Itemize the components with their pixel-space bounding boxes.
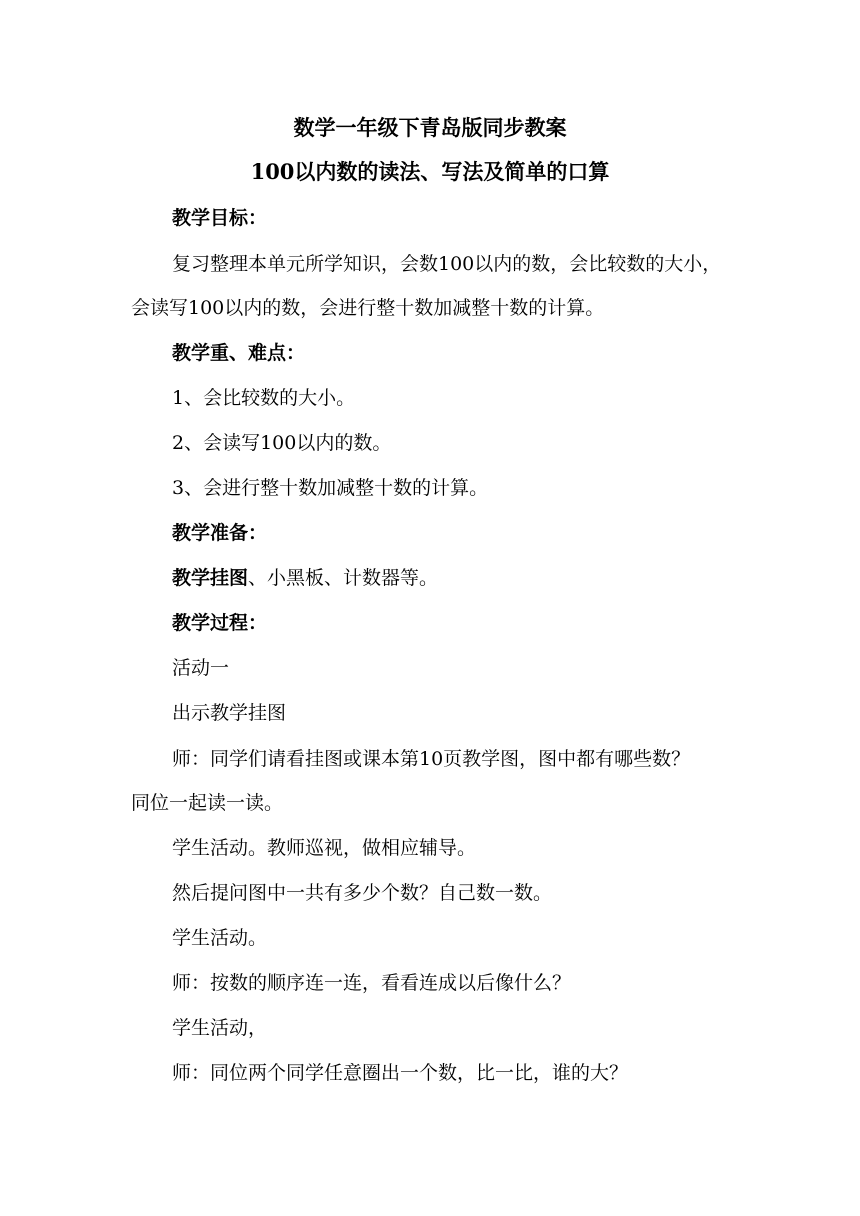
objectives-heading: 教学目标： xyxy=(172,207,268,229)
teacher-1-line-1: 师：同学们请看挂图或课本第10页教学图，图中都有哪些数？ xyxy=(172,748,691,770)
teacher-3: 师：同位两个同学任意圈出一个数，比一比，谁的大？ xyxy=(172,1062,629,1084)
key-point-2: 2、会读写100以内的数。 xyxy=(172,432,392,454)
question-count: 然后提问图中一共有多少个数？自己数一数。 xyxy=(172,882,553,904)
teacher-1-line-2: 同位一起读一读。 xyxy=(131,792,284,814)
preparation-line xyxy=(172,565,438,591)
teacher-2: 师：按数的顺序连一连，看看连成以后像什么？ xyxy=(172,972,572,994)
preparation-heading: 教学准备： xyxy=(172,522,268,544)
activity-1: 活动一 xyxy=(172,657,230,679)
document-subtitle: 100以内数的读法、写法及简单的口算 xyxy=(250,159,610,184)
key-point-3: 3、会进行整十数加减整十数的计算。 xyxy=(172,477,489,499)
key-point-1: 1、会比较数的大小。 xyxy=(172,387,356,409)
student-activity-2: 学生活动。 xyxy=(172,927,268,949)
student-activity-1: 学生活动。教师巡视，做相应辅导。 xyxy=(172,837,477,859)
preparation-rest-text: 、小黑板、计数器等。 xyxy=(248,567,439,589)
key-points-heading: 教学重、难点： xyxy=(172,342,306,364)
objectives-line-2: 会读写100以内的数，会进行整十数加减整十数的计算。 xyxy=(131,297,605,319)
show-chart: 出示教学挂图 xyxy=(172,702,287,724)
preparation-bold-text: 教学挂图 xyxy=(172,567,249,589)
objectives-line-1: 复习整理本单元所学知识，会数100以内的数，会比较数的大小， xyxy=(172,253,722,275)
process-heading: 教学过程： xyxy=(172,612,268,634)
document-title: 数学一年级下青岛版同步教案 xyxy=(293,115,567,140)
student-activity-3: 学生活动， xyxy=(172,1017,268,1039)
